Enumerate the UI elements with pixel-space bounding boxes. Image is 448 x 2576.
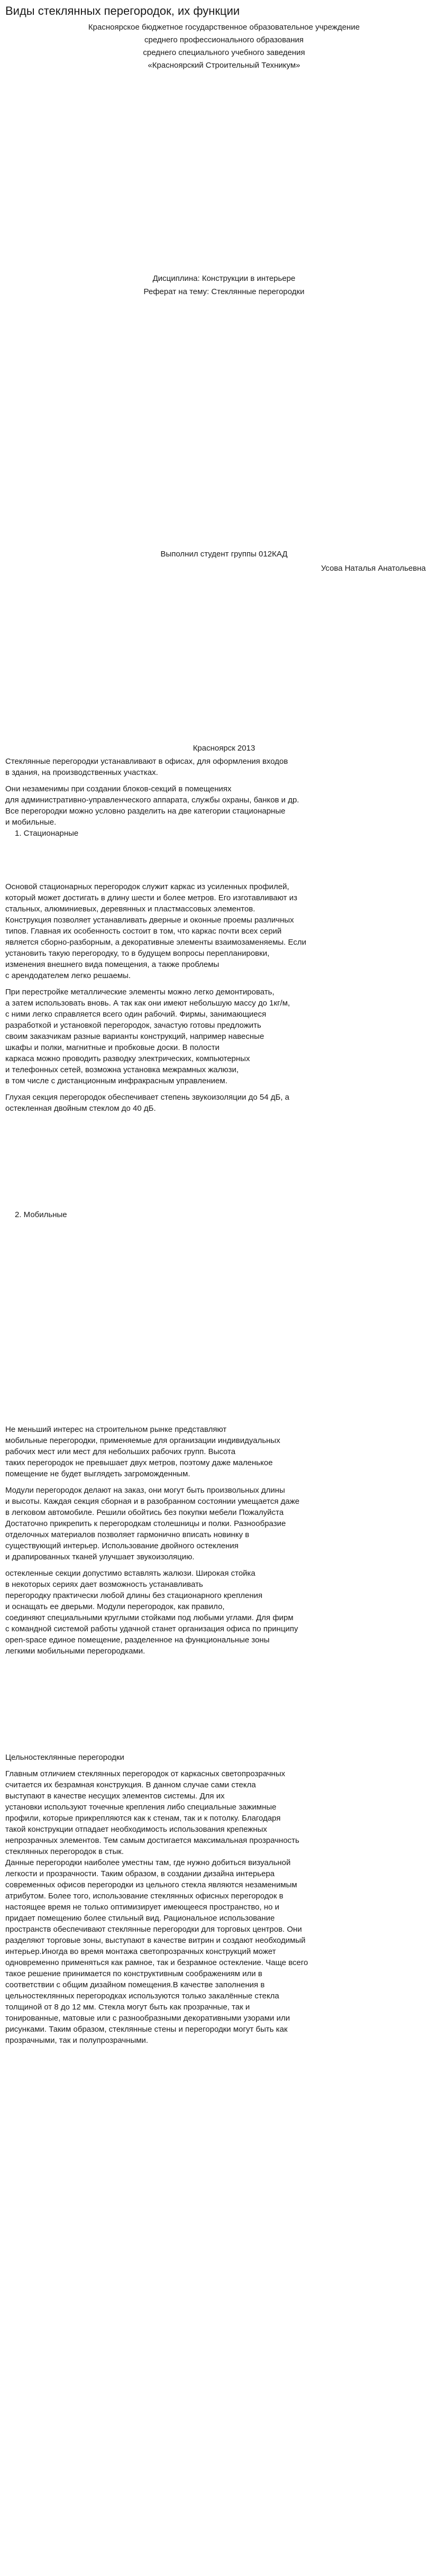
spacer bbox=[5, 297, 443, 549]
spacer bbox=[5, 839, 443, 881]
report-topic: Реферат на тему: Стеклянные перегородки bbox=[143, 287, 305, 296]
spacer bbox=[5, 1662, 443, 1752]
body-paragraph: Не меньший интерес на строительном рынке представляют мобильные перегородки, применяемые для организации индивидуальных рабочих мест или мест для небольших рабочих групп. Высота таких перегородок не превышает двух метров, поэтому даже маленькое помещение не будет выглядеть загроможденным. bbox=[5, 1425, 280, 1478]
body-paragraph: остекленные секции допустимо вставлять жалюзи. Широкая стойка в некоторых сериях дает возможность устанавливать перегородку практически любой длины без стационарного крепления и оснащать ее дверьми. Модули перегородок, как правило, соединяют специальными круглыми стойками под любыми углами. Для фирм с командной системой работы удачной станет организация офиса по принципу open-space единое помещение, разделенное на функциональные зоны легкими мобильными перегородками. bbox=[5, 1569, 298, 1656]
author-name: Усова Наталья Анатольевна bbox=[321, 564, 426, 573]
intro-paragraph: Они незаменимы при создании блоков-секций в помещениях для административно-управленческого аппарата, службы охраны, банков и др. Все перегородки можно условно разделить на две категории стационарные и мобильные. bbox=[5, 784, 299, 827]
body-paragraph: Главным отличием стеклянных перегородок от каркасных светопрозрачных считается их безрамная конструкция. В данном случае сами стекла выступают в качестве несущих элементов системы. Для их установки используют точечные крепления либо специальные зажимные профили, которые прикрепляются как к стенам, так и к потолку. Благодаря такой конструкции отпадает необходимость использования крепежных непрозрачных элементов. Тем самым достигается максимальная прозрачность стеклянных перегородок в стык. Данные перегородки наиболее уместны там, где нужно добиться визуальной легкости и прозрачности. Таким образом, в создании дизайна интерьера современных офисов перегородки из цельного стекла являются незаменимым атрибутом. Более того, использование стеклянных офисных перегородок в настоящее время не только оптимизирует имеющееся пространство, но и придает помещению более стильный вид. Рациональное использование пространств обеспечивают стеклянные перегородки для торговых центров. Они разделяют торговые зоны, выступают в качестве витрин и создают необходимый интерьер.Иногда во время монтажа светопрозрачных конструкций может одновременно применяться как рамное, так и безрамное остекление. Чаще всего такое решение принимается по конструктивным соображениям или в соответствии с общим дизайном помещения.В качестве заполнения в цельностеклянных перегородках используются только закалённые стекла толщиной от 8 до 12 мм. Стекла могут быть как прозрачные, так и тонированные, матовые или с разнообразными декоративными узорами или рисунками. Таким образом, стеклянные стены и перегородки могут быть как прозрачными, так и полупрозрачными. bbox=[5, 1769, 308, 2045]
spacer bbox=[5, 72, 443, 273]
city-year: Красноярск 2013 bbox=[193, 744, 255, 753]
section-heading-stationary: 1. Стационарные bbox=[15, 829, 79, 838]
body-paragraph: Основой стационарных перегородок служит каркас из усиленных профилей, который может достигать в длину шести и более метров. Его изготавливают из стальных, алюминиевых, деревянных и пластмассовых элементов. Конструкция позволяет устанавливать дверные и оконные проемы различных типов. Главная их особенность состоит в том, что каркас почти всех серий является сборно-разборным, а декоративные элементы взаимозаменяемы. Если установить такую перегородку, то в будущем вопросы перепланировки, изменения внешнего вида помещения, а также проблемы с арендодателем легко решаемы. bbox=[5, 882, 306, 980]
intro-paragraph: Стеклянные перегородки устанавливают в офисах, для оформления входов в здания, на производственных участках. bbox=[5, 757, 288, 777]
body-paragraph: При перестройке металлические элементы можно легко демонтировать, а затем использовать вновь. А так как они имеют небольшую массу до 1кг/м, с ними легко справляется всего один рабочий. Фирмы, занимающиеся разработкой и установкой перегородок, зачастую готовы предложить своим заказчикам разные варианты конструкций, например навесные шкафы и полки, магнитные и пробковые доски. В полости каркаса можно проводить разводку электрических, компьютерных и телефонных сетей, возможна установка межрамных жалюзи, в том числе с дистанционным инфракрасным управлением. bbox=[5, 988, 290, 1085]
body-paragraph: Модули перегородок делают на заказ, они могут быть произвольных длины и высоты. Каждая секция сборная и в разобранном состоянии умещается даже в легковом автомобиле. Решили обойтись без покупки мебели Пожалуйста Достаточно прикрепить к перегородкам столешницы и полки. Разнообразие отделочных материалов позволяет гармонично вписать новинку в существующий интерьер. Использование двойного остекления и драпированных тканей улучшает звукоизоляцию. bbox=[5, 1486, 300, 1561]
section-heading-mobile: 2. Мобильные bbox=[15, 1210, 67, 1219]
spacer bbox=[5, 574, 443, 743]
institution-line: среднего специального учебного заведения bbox=[143, 48, 305, 57]
institution-line: Красноярское бюджетное государственное образовательное учреждение bbox=[88, 23, 360, 32]
spacer bbox=[5, 1119, 443, 1209]
body-paragraph: Глухая секция перегородок обеспечивает степень звукоизоляции до 54 дБ, а остекленная двойным стеклом до 40 дБ. bbox=[5, 1093, 290, 1113]
spacer bbox=[5, 1220, 443, 1424]
discipline: Дисциплина: Конструкции в интерьере bbox=[152, 274, 296, 283]
document-title: Виды стеклянных перегородок, их функции bbox=[5, 4, 240, 17]
institution-line: «Красноярский Строительный Техникум» bbox=[148, 61, 300, 70]
institution-block bbox=[5, 21, 443, 72]
section-heading-frameless: Цельностеклянные перегородки bbox=[5, 1753, 124, 1762]
institution-line: среднего профессионального образования bbox=[144, 35, 304, 44]
author-group: Выполнил студент группы 012КАД bbox=[160, 550, 288, 559]
